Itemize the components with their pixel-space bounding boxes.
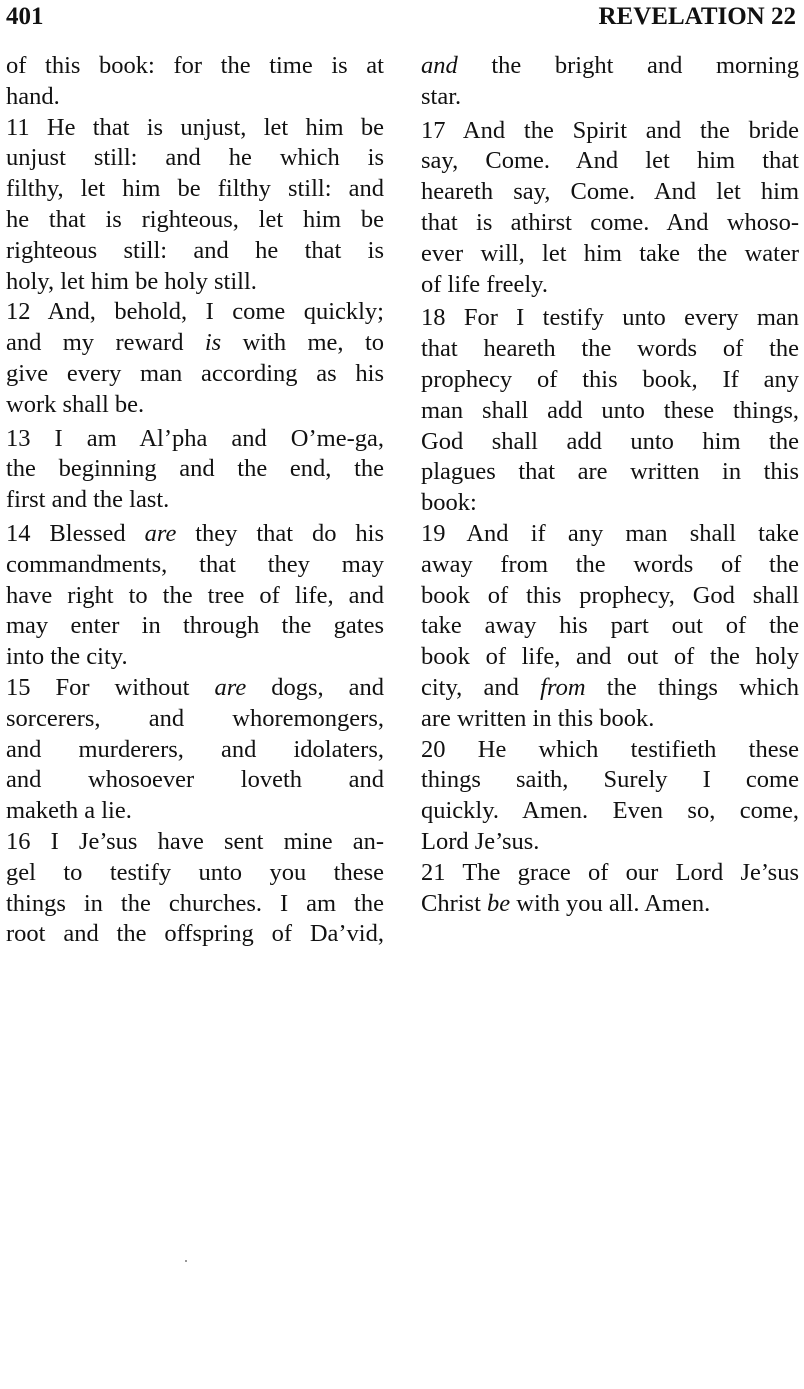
text-line: city, and from the things which [421,673,799,701]
text-line: Lord Je’sus. [421,827,540,855]
text-line: that is athirst come. And whoso- [421,208,799,236]
text-line: are written in this book. [421,704,655,732]
text-line: things saith, Surely I come [421,766,799,794]
text-line: ever will, let him take the water [421,239,799,267]
text-line: into the city. [6,643,128,671]
text-line: filthy, let him be filthy still: and [6,175,384,203]
text-line: 11 He that is unjust, let him be [6,113,384,141]
text-line: and murderers, and idolaters, [6,735,384,763]
text-line: work shall be. [6,390,145,418]
text-line: gel to testify unto you these [6,858,384,886]
text-line: say, Come. And let him that [421,147,799,175]
text-line: 13 I am Al’pha and O’me-ga, [6,424,384,452]
text-line: Christ be with you all. Amen. [421,889,711,917]
text-line: righteous still: and he that is [6,236,384,264]
text-line: 12 And, behold, I come quickly; [6,298,384,326]
text-line: star. [421,82,462,110]
text-line: he that is righteous, let him be [6,205,384,233]
text-line: man shall add unto these things, [421,396,799,424]
left-column [6,51,384,950]
text-line: unjust still: and he which is [6,144,384,172]
text-line: that heareth the words of the [421,335,799,363]
text-line: 18 For I testify unto every man [421,304,799,332]
text-line: book of life, and out of the holy [421,643,799,671]
text-line: first and the last. [6,486,170,514]
text-line: of life freely. [421,270,548,298]
text-line: things in the churches. I am the [6,889,384,917]
text-line: 14 Blessed are they that do his [6,519,384,547]
text-line: and the bright and morning [421,52,799,79]
text-line: have right to the tree of life, and [6,581,384,609]
text-line: heareth say, Come. And let him [421,178,799,206]
text-line: 19 And if any man shall take [421,519,799,547]
text-line: book of this prophecy, God shall [421,581,799,609]
text-line: holy, let him be holy still. [6,267,257,295]
text-line: maketh a lie. [6,797,132,825]
text-line: root and the offspring of Da’vid, [6,920,384,948]
text-line: commandments, that they may [6,550,384,578]
text-line: 17 And the Spirit and the bride [421,116,799,144]
text-line: 20 He which testifieth these [421,735,799,763]
right-column [421,51,799,919]
stray-mark [185,1260,187,1262]
text-line: and my reward is with me, to [6,329,384,357]
text-line: away from the words of the [421,550,799,578]
text-line: take away his part out of the [421,612,799,640]
text-line: give every man according as his [6,359,384,387]
text-line: sorcerers, and whoremongers, [6,704,384,732]
page-number: 401 [6,3,44,30]
running-head: REVELATION 22 [598,3,796,30]
text-line: plagues that are written in this [421,458,799,486]
text-line: of this book: for the time is at [6,52,384,79]
text-line: quickly. Amen. Even so, come, [421,797,799,825]
text-line: prophecy of this book, If any [421,365,799,393]
text-line: 16 I Je’sus have sent mine an- [6,827,384,855]
text-line: and whosoever loveth and [6,766,384,794]
text-line: 21 The grace of our Lord Je’sus [421,858,799,886]
text-line: the beginning and the end, the [6,455,384,483]
text-line: book: [421,489,477,517]
text-line: hand. [6,82,60,110]
text-line: God shall add unto him the [421,427,799,455]
text-line: 15 For without are dogs, and [6,673,384,701]
text-line: may enter in through the gates [6,612,384,640]
